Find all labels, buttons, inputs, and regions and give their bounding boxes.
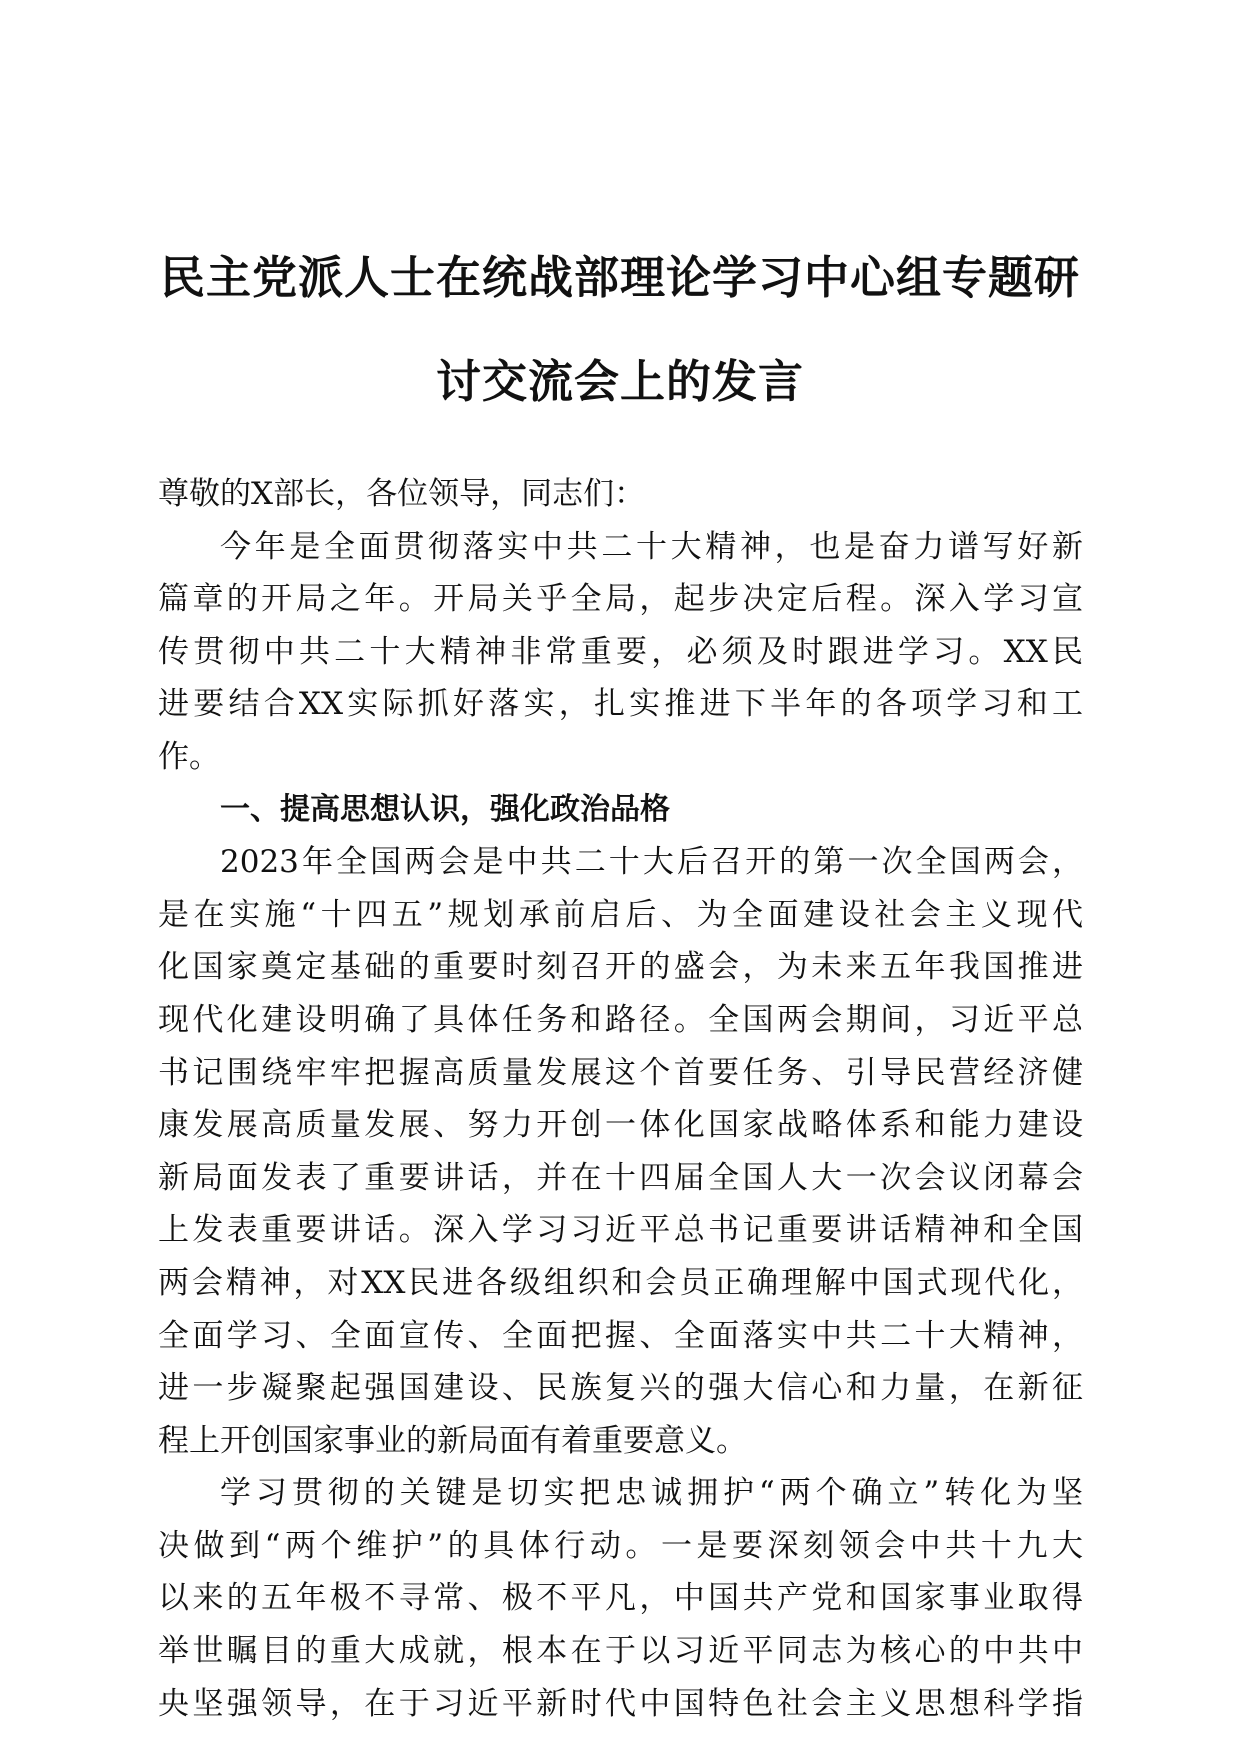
document-body bbox=[158, 468, 1083, 1730]
paragraph-line: 今年是全面贯彻落实中共二十大精神，也是奋力谱写好新 bbox=[220, 528, 1083, 565]
paragraph-line: 决做到“两个维护”的具体行动。一是要深刻领会中共十九大 bbox=[158, 1527, 1083, 1564]
paragraph-line: 篇章的开局之年。开局关乎全局，起步决定后程。深入学习宣 bbox=[158, 581, 1083, 618]
paragraph-line: 两会精神，对XX民进各级组织和会员正确理解中国式现代化， bbox=[158, 1264, 1083, 1301]
document-title bbox=[150, 226, 1090, 434]
paragraph-line: 央坚强领导，在于习近平新时代中国特色社会主义思想科学指 bbox=[158, 1685, 1083, 1722]
paragraph-line: 书记围绕牢牢把握高质量发展这个首要任务、引导民营经济健 bbox=[158, 1054, 1083, 1091]
paragraph-line: 进一步凝聚起强国建设、民族复兴的强大信心和力量，在新征 bbox=[158, 1370, 1083, 1407]
paragraph-line: 上发表重要讲话。深入学习习近平总书记重要讲话精神和全国 bbox=[158, 1212, 1083, 1249]
title-line: 民主党派人士在统战部理论学习中心组专题研 bbox=[159, 251, 1080, 304]
title-line: 讨交流会上的发言 bbox=[435, 355, 804, 408]
paragraph-line: 作。 bbox=[158, 738, 220, 775]
paragraph-line: 学习贯彻的关键是切实把忠诚拥护“两个确立”转化为坚 bbox=[220, 1475, 1083, 1512]
paragraph-line: 进要结合XX实际抓好落实，扎实推进下半年的各项学习和工 bbox=[158, 686, 1083, 723]
section-heading: 一、提高思想认识，强化政治品格 bbox=[220, 791, 670, 827]
paragraph-line: 程上开创国家事业的新局面有着重要意义。 bbox=[158, 1422, 747, 1459]
paragraph-line: 是在实施“十四五”规划承前启后、为全面建设社会主义现代 bbox=[158, 896, 1083, 933]
paragraph-line: 化国家奠定基础的重要时刻召开的盛会，为未来五年我国推进 bbox=[158, 949, 1083, 986]
salutation: 尊敬的X部长，各位领导，同志们： bbox=[158, 476, 646, 512]
paragraph-line: 新局面发表了重要讲话，并在十四届全国人大一次会议闭幕会 bbox=[158, 1159, 1083, 1196]
paragraph-line: 全面学习、全面宣传、全面把握、全面落实中共二十大精神， bbox=[158, 1317, 1083, 1354]
paragraph-line: 传贯彻中共二十大精神非常重要，必须及时跟进学习。XX民 bbox=[158, 633, 1083, 670]
paragraph-line: 康发展高质量发展、努力开创一体化国家战略体系和能力建设 bbox=[158, 1107, 1083, 1144]
paragraph-line: 举世瞩目的重大成就，根本在于以习近平同志为核心的中共中 bbox=[158, 1633, 1083, 1670]
paragraph-line: 现代化建设明确了具体任务和路径。全国两会期间，习近平总 bbox=[158, 1001, 1083, 1038]
paragraph-line: 2023年全国两会是中共二十大后召开的第一次全国两会， bbox=[220, 844, 1083, 881]
paragraph-line: 以来的五年极不寻常、极不平凡，中国共产党和国家事业取得 bbox=[158, 1580, 1083, 1617]
